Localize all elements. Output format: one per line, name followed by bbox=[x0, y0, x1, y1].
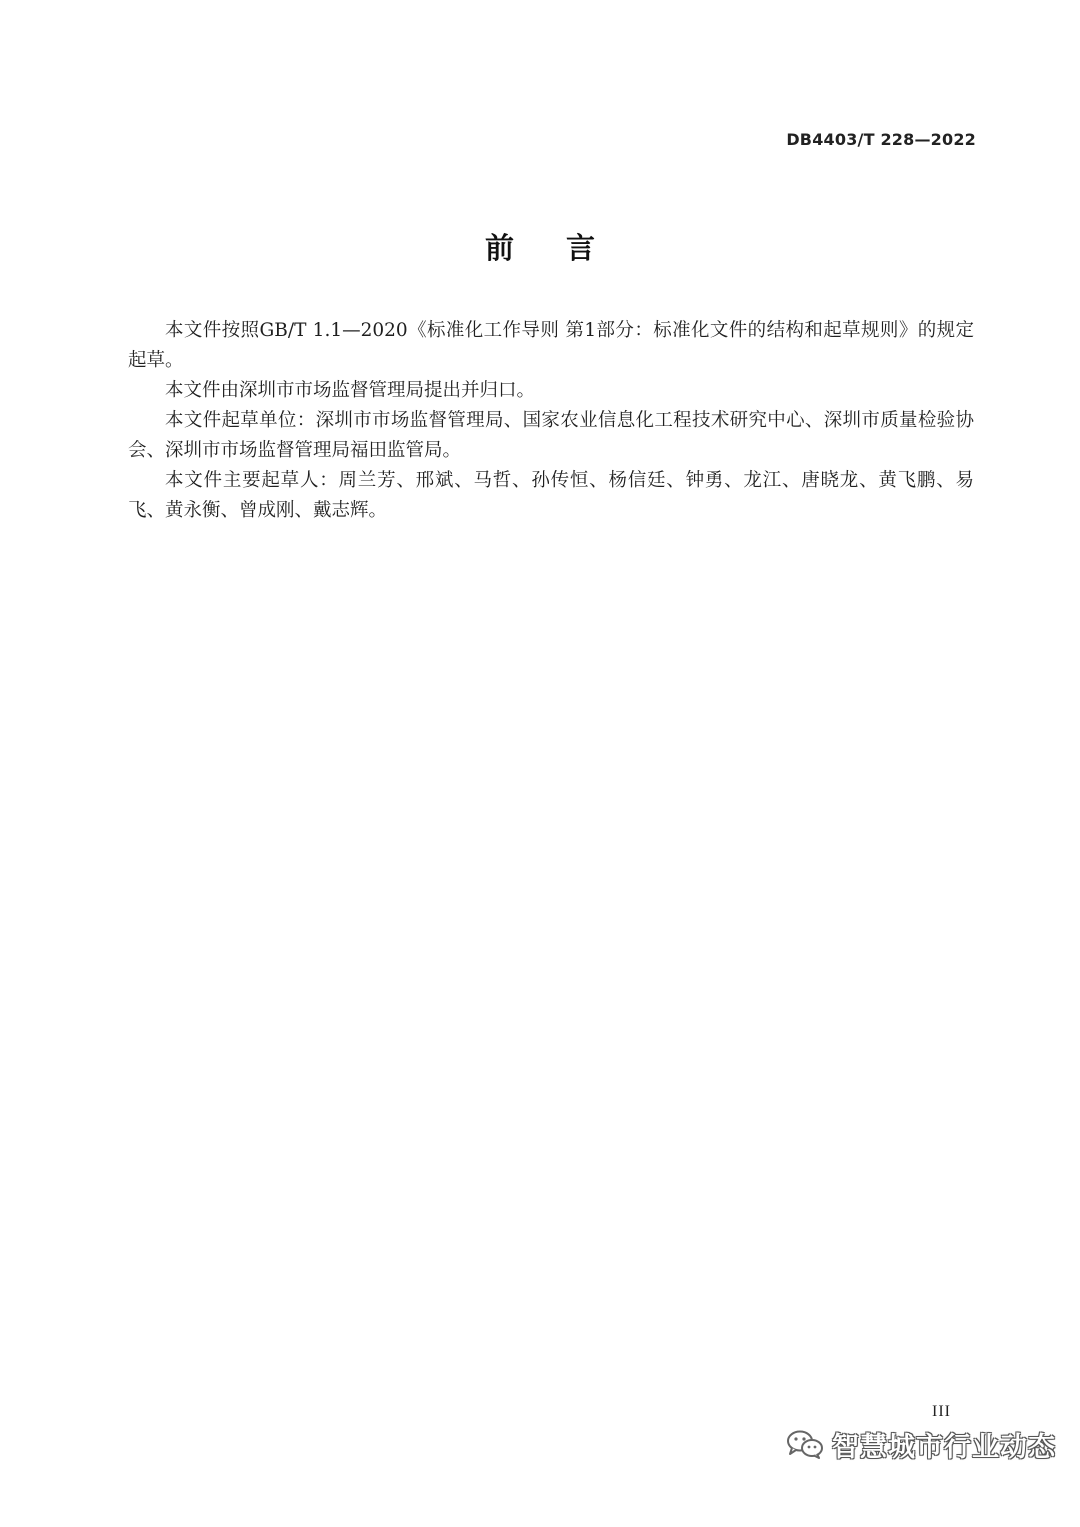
paragraph-proposer: 本文件由深圳市市场监督管理局提出并归口。 bbox=[165, 380, 536, 401]
page-number: III bbox=[932, 1403, 951, 1420]
wechat-icon bbox=[786, 1429, 824, 1459]
document-code: DB4403/T 228—2022 bbox=[786, 130, 976, 149]
paragraph-drafting-units: 本文件起草单位：深圳市市场监督管理局、国家农业信息化工程技术研究中心、深圳市质量检验协会、深圳市市场监督管理局福田监管局。 bbox=[128, 410, 974, 461]
paragraph-drafters: 本文件主要起草人：周兰芳、邢斌、马哲、孙传恒、杨信廷、钟勇、龙江、唐晓龙、黄飞鹏、易飞、黄永衡、曾成刚、戴志辉。 bbox=[128, 470, 974, 521]
watermark-text: 智慧城市行业动态 bbox=[832, 1431, 1056, 1463]
document-body bbox=[128, 316, 974, 526]
page-title: 前言 bbox=[484, 231, 647, 265]
paragraph-drafting-basis: 本文件按照GB/T 1.1—2020《标准化工作导则 第1部分：标准化文件的结构和起草规则》的规定起草。 bbox=[128, 320, 974, 371]
watermark bbox=[786, 1422, 1056, 1466]
